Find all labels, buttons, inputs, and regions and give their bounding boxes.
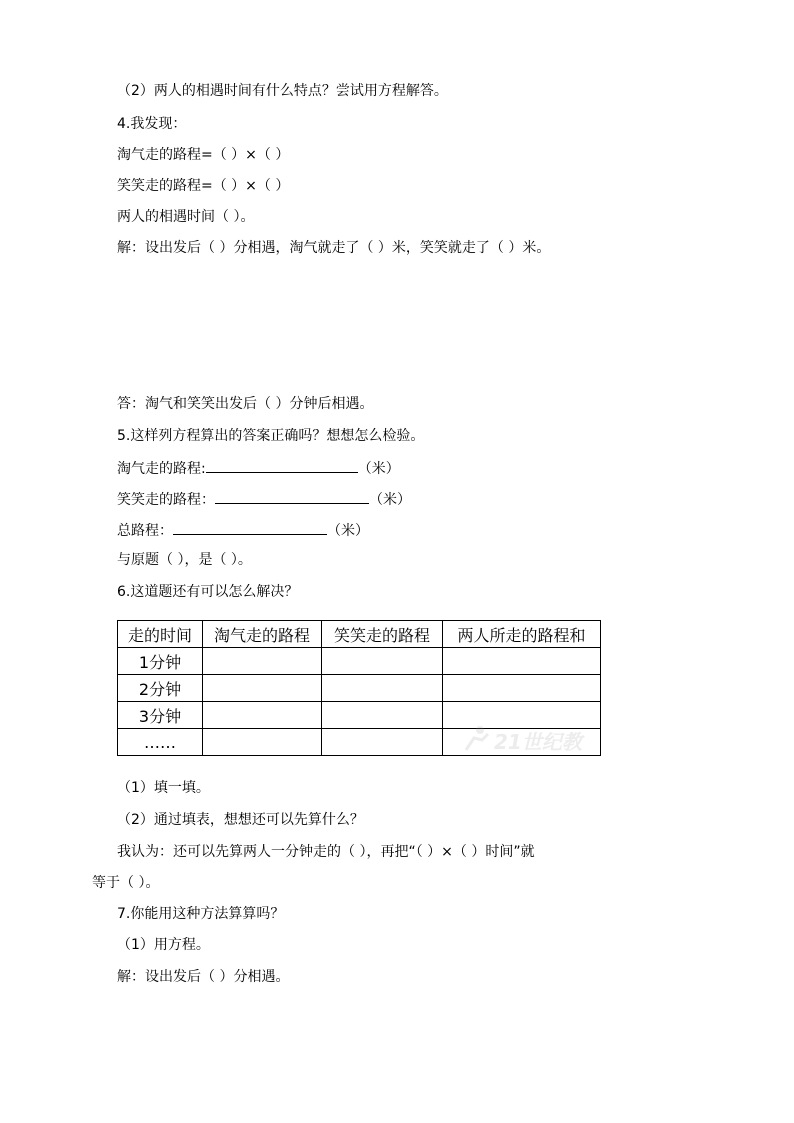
check-xiaoxiao-line	[117, 489, 411, 509]
section-6-heading: 6.这道题还有可以怎么解决？	[117, 584, 299, 600]
table-cell[interactable]	[203, 702, 322, 729]
check-taoqi-line	[117, 458, 400, 478]
table-cell[interactable]	[322, 675, 443, 702]
table-question: （2）通过填表，想想还可以先算什么？	[117, 812, 364, 828]
compare-line: 与原题（ ），是（ ）。	[117, 552, 252, 568]
table-row	[118, 675, 601, 702]
watermark-runner-icon	[462, 724, 492, 754]
table-cell[interactable]	[203, 648, 322, 675]
table-header-cell: 走的时间	[118, 621, 203, 648]
think-line-2: 等于（ ）。	[92, 875, 160, 891]
taoqi-formula: 淘气走的路程=（ ）×（ ）	[117, 147, 290, 163]
table-cell[interactable]	[322, 648, 443, 675]
table-header-cell: 淘气走的路程	[203, 621, 322, 648]
table-cell[interactable]	[322, 729, 443, 756]
table-cell[interactable]	[203, 729, 322, 756]
check-xiaoxiao-unit: （米）	[369, 492, 411, 508]
table-cell[interactable]	[443, 648, 601, 675]
table-row-label: 3分钟	[118, 702, 203, 729]
meet-time-line: 两人的相遇时间（ ）。	[117, 209, 255, 225]
solution-line-2: 解：设出发后（ ）分相遇。	[117, 969, 290, 985]
check-total-blank[interactable]	[173, 520, 327, 535]
equation-method: （1）用方程。	[117, 937, 210, 953]
watermark-text: 21世纪教	[494, 730, 582, 754]
check-taoqi-blank[interactable]	[206, 458, 358, 473]
check-taoqi-unit: （米）	[357, 461, 400, 477]
section-5-heading: 5.这样列方程算出的答案正确吗？想想怎么检验。	[117, 428, 425, 444]
think-line-1: 我认为：还可以先算两人一分钟走的（ ），再把“（ ）×（ ）时间”就	[117, 844, 535, 860]
table-cell[interactable]	[322, 702, 443, 729]
check-taoqi-label: 淘气走的路程:	[117, 461, 206, 477]
check-total-line	[117, 520, 369, 540]
xiaoxiao-formula: 笑笑走的路程=（ ）×（ ）	[117, 178, 290, 194]
check-xiaoxiao-label: 笑笑走的路程：	[117, 492, 215, 508]
table-cell[interactable]	[443, 675, 601, 702]
table-header-row	[118, 621, 601, 648]
table-row-label: ……	[118, 729, 203, 756]
table-header-cell: 笑笑走的路程	[322, 621, 443, 648]
section-7-heading: 7.你能用这种方法算算吗？	[117, 906, 285, 922]
check-total-label: 总路程：	[117, 523, 173, 539]
answer-line: 答：淘气和笑笑出发后（ ）分钟后相遇。	[117, 396, 374, 412]
table-row-label: 1分钟	[118, 648, 203, 675]
check-xiaoxiao-blank[interactable]	[215, 489, 369, 504]
check-total-unit: （米）	[327, 523, 369, 539]
fill-instruction: （1）填一填。	[117, 780, 210, 796]
table-cell[interactable]	[203, 675, 322, 702]
table-header-cell: 两人所走的路程和	[443, 621, 601, 648]
table-row-label: 2分钟	[118, 675, 203, 702]
watermark-logo	[462, 724, 612, 754]
solution-line: 解：设出发后（ ）分相遇，淘气就走了（ ）米，笑笑就走了（ ）米。	[117, 240, 551, 256]
section-4-heading: 4.我发现：	[117, 116, 187, 132]
question-2: （2）两人的相遇时间有什么特点？尝试用方程解答。	[117, 83, 448, 99]
table-row	[118, 648, 601, 675]
